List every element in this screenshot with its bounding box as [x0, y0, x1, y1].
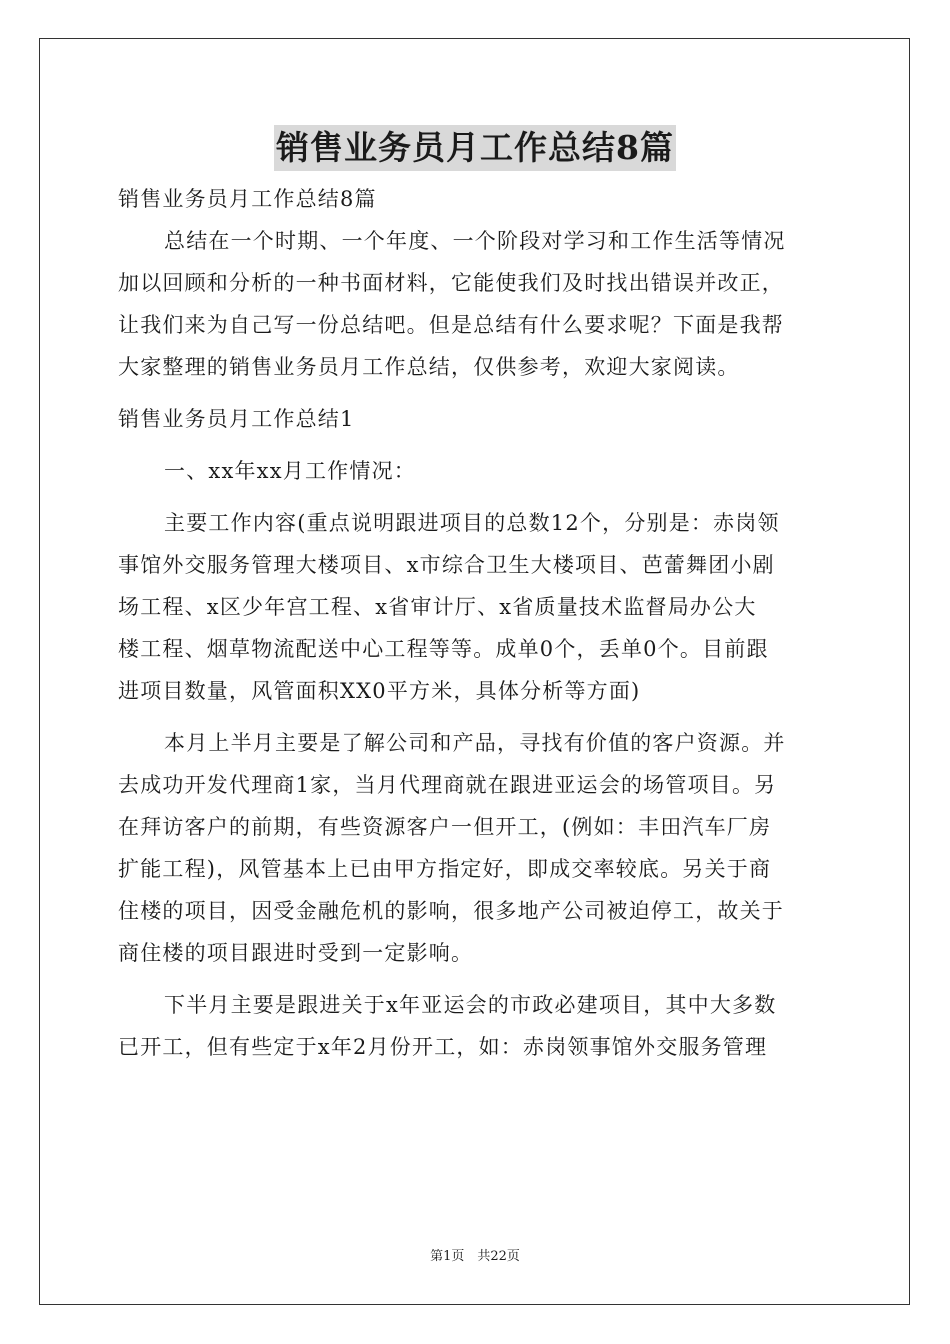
- paragraph-line: 大家整理的销售业务员月工作总结，仅供参考，欢迎大家阅读。: [118, 355, 740, 379]
- document-body: [118, 178, 836, 1068]
- document-title: 销售业务员月工作总结8篇: [274, 125, 676, 171]
- subtitle: 销售业务员月工作总结8篇: [118, 187, 377, 211]
- paragraph-line: 已开工，但有些定于x年2月份开工，如：赤岗领事馆外交服务管理: [118, 1035, 768, 1059]
- paragraph-line: 去成功开发代理商1家，当月代理商就在跟进亚运会的场管项目。另: [118, 773, 777, 797]
- item-heading: 一、xx年xx月工作情况：: [164, 459, 416, 483]
- section-heading: 销售业务员月工作总结1: [118, 407, 355, 431]
- intro-paragraph: [118, 220, 836, 388]
- paragraph-line: 本月上半月主要是了解公司和产品，寻找有价值的客户资源。并: [164, 731, 786, 755]
- title-wrap: [0, 125, 950, 171]
- paragraph-line: 扩能工程)，风管基本上已由甲方指定好，即成交率较底。另关于商: [118, 857, 772, 881]
- paragraph-line: 楼工程、烟草物流配送中心工程等等。成单0个，丢单0个。目前跟: [118, 637, 769, 661]
- second-half-paragraph: [118, 984, 836, 1068]
- paragraph-line: 商住楼的项目跟进时受到一定影响。: [118, 941, 474, 965]
- page-footer: 第1页 共22页: [430, 1249, 520, 1264]
- paragraph-line: 住楼的项目，因受金融危机的影响，很多地产公司被迫停工，故关于: [118, 899, 784, 923]
- paragraph-line: 在拜访客户的前期，有些资源客户一但开工，(例如：丰田汽车厂房: [118, 815, 772, 839]
- first-half-paragraph: [118, 722, 836, 974]
- paragraph-line: 让我们来为自己写一份总结吧。但是总结有什么要求呢？下面是我帮: [118, 313, 784, 337]
- main-content-paragraph: [118, 502, 836, 712]
- paragraph-line: 事馆外交服务管理大楼项目、x市综合卫生大楼项目、芭蕾舞团小剧: [118, 553, 775, 577]
- paragraph-line: 进项目数量，风管面积XX0平方米，具体分析等方面): [118, 679, 641, 703]
- paragraph-line: 加以回顾和分析的一种书面材料，它能使我们及时找出错误并改正，: [118, 271, 784, 295]
- paragraph-line: 场工程、x区少年宫工程、x省审计厅、x省质量技术监督局办公大: [118, 595, 757, 619]
- paragraph-line: 主要工作内容(重点说明跟进项目的总数12个，分别是：赤岗领: [164, 511, 780, 535]
- paragraph-line: 下半月主要是跟进关于x年亚运会的市政必建项目，其中大多数: [164, 993, 777, 1017]
- paragraph-line: 总结在一个时期、一个年度、一个阶段对学习和工作生活等情况: [164, 229, 786, 253]
